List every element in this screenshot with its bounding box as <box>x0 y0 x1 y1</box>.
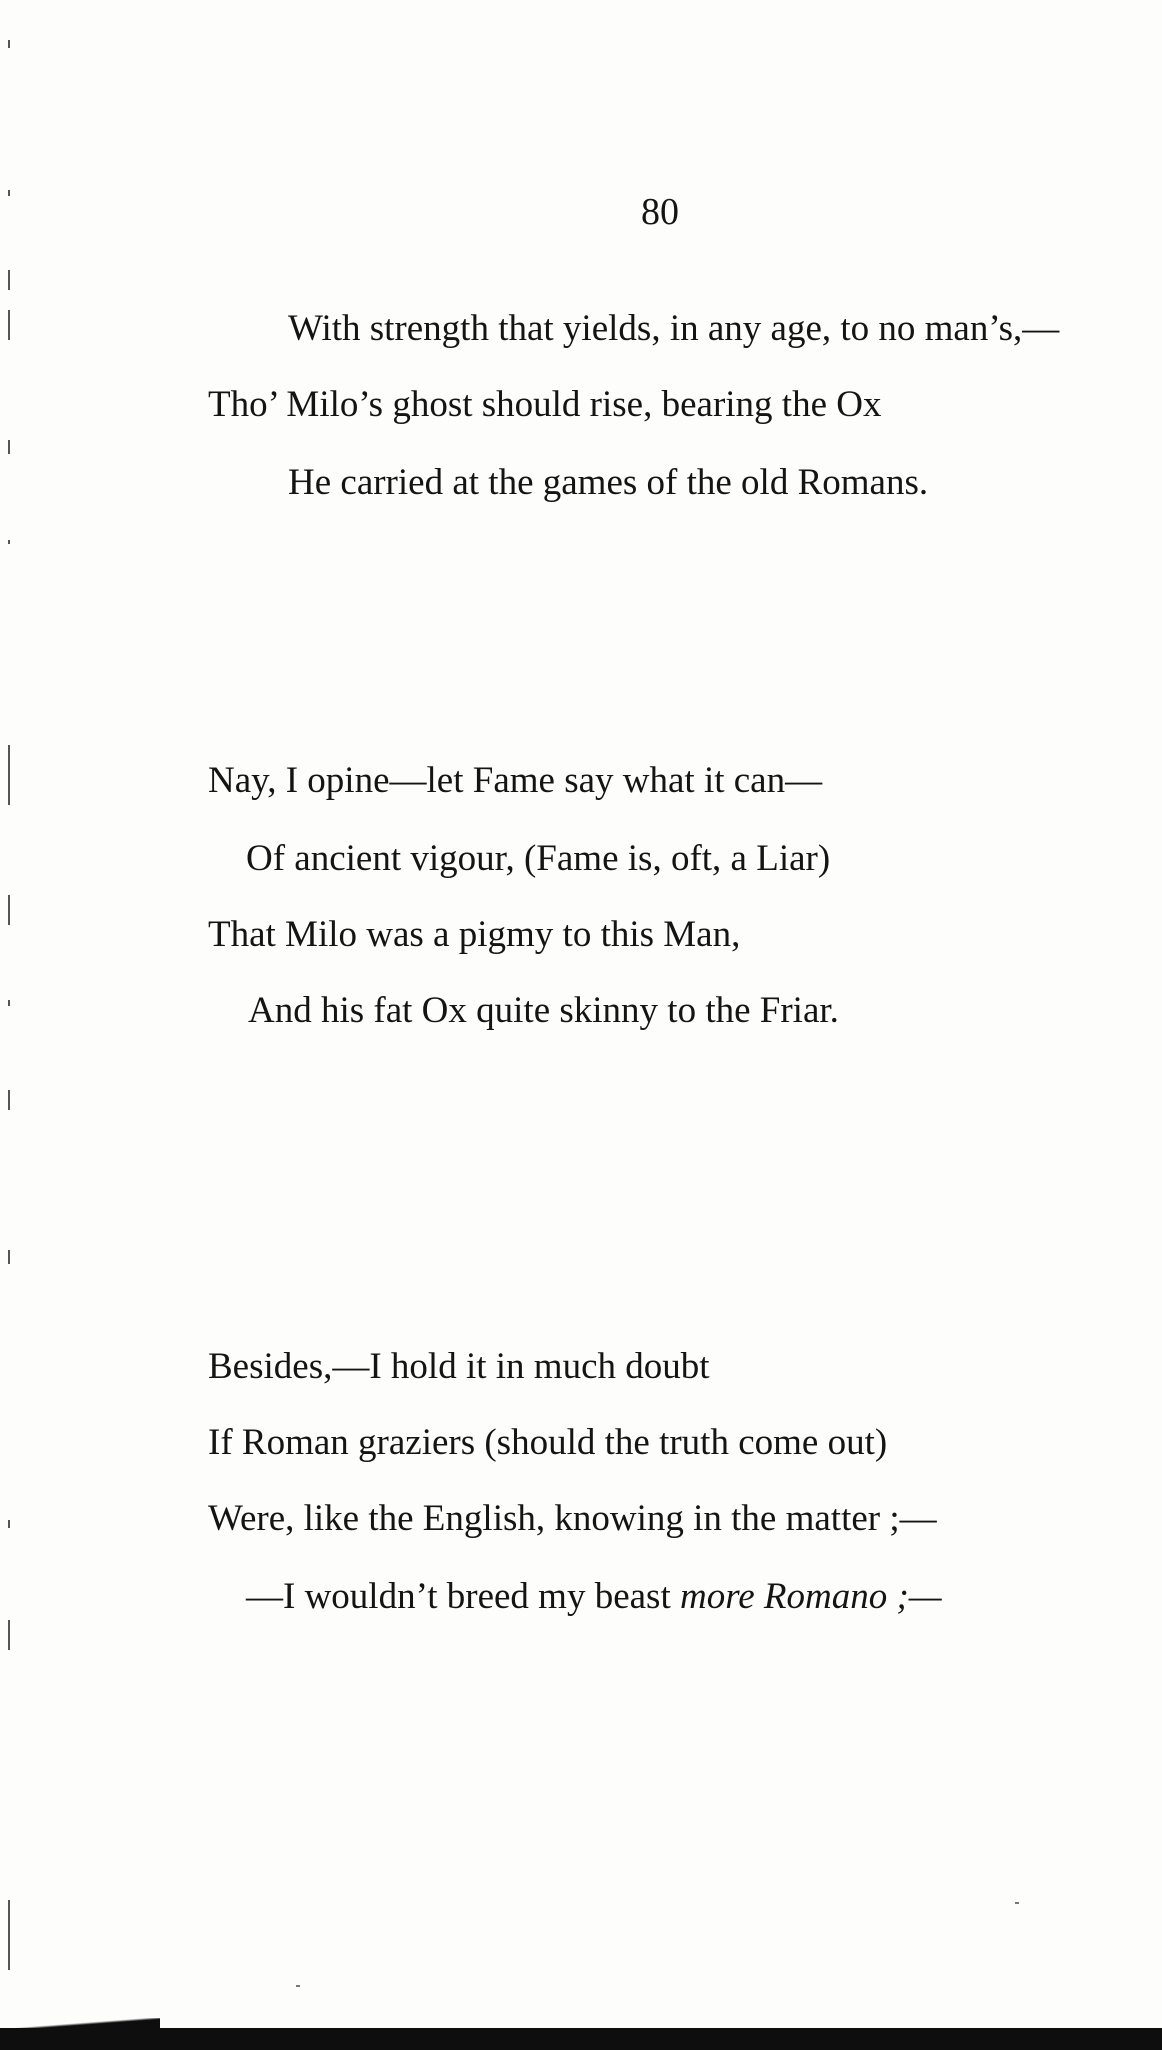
verse-text: —I wouldn’t breed my beast <box>246 1576 680 1617</box>
verse-line: He carried at the games of the old Romans. <box>288 462 929 503</box>
verse-line: Were, like the English, knowing in the matter ;— <box>208 1498 937 1539</box>
page-number: 80 <box>641 191 679 233</box>
latin-phrase: more Romano ;— <box>679 1576 942 1617</box>
paper-speck <box>296 1985 300 1987</box>
verse-line: If Roman graziers (should the truth come out) <box>208 1422 888 1463</box>
scanned-page-edge <box>0 0 18 2000</box>
page-bottom-edge <box>0 2028 1162 2050</box>
verse-line: Of ancient vigour, (Fame is, oft, a Liar) <box>246 838 831 879</box>
verse-line <box>246 1574 942 1620</box>
verse-line: That Milo was a pigmy to this Man, <box>208 914 741 955</box>
verse-line: Nay, I opine—let Fame say what it can— <box>208 760 823 801</box>
verse-line: And his fat Ox quite skinny to the Friar. <box>248 990 839 1031</box>
verse-line: Besides,—I hold it in much doubt <box>208 1346 710 1387</box>
verse-line: With strength that yields, in any age, to no man’s,— <box>288 308 1060 349</box>
verse-line: Tho’ Milo’s ghost should rise, bearing the Ox <box>208 384 882 425</box>
paper-speck <box>1015 1902 1019 1904</box>
